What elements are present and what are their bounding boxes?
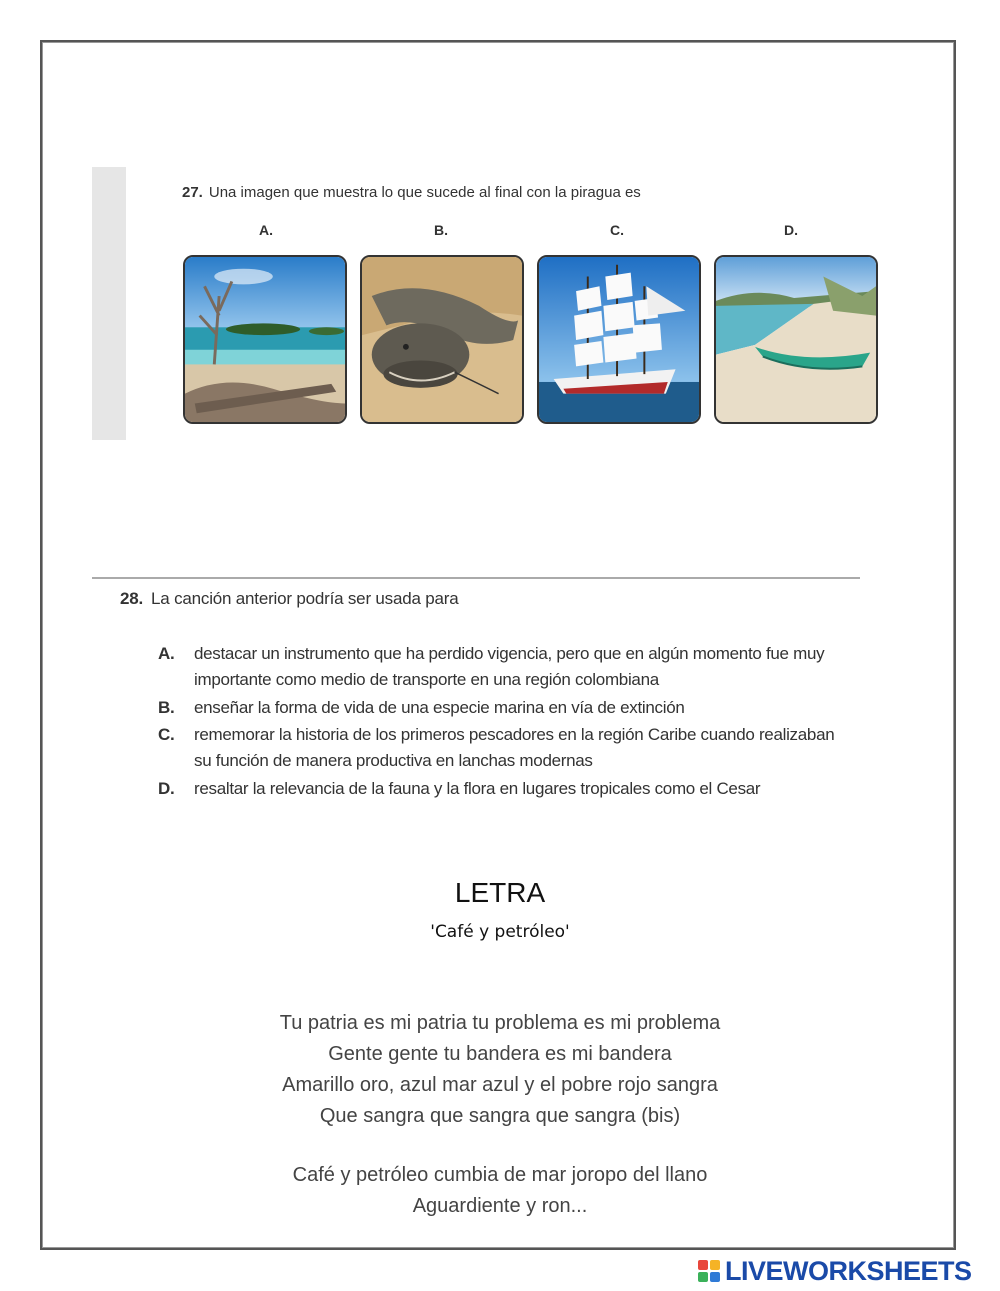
lyric-line: Tu patria es mi patria tu problema es mi problema <box>279 1012 721 1034</box>
answer-c-line1: rememorar la historia de los primeros pescadores en la región Caribe cuando realizaban <box>194 725 835 744</box>
question-27-number: 27. <box>182 184 203 201</box>
option-c-letter: C. <box>610 222 624 238</box>
lyric-line: Aguardiente y ron... <box>412 1195 588 1217</box>
option-d-canoe-on-beach-photo[interactable] <box>714 255 878 424</box>
question-27-prompt <box>182 184 641 201</box>
question-margin-strip <box>92 167 126 440</box>
option-a-beach-driftwood-photo[interactable] <box>183 255 347 424</box>
option-b-catfish-on-sand-photo[interactable] <box>360 255 524 424</box>
answer-a-line2: importante como medio de transporte en una región colombiana <box>194 670 659 689</box>
option-b-letter: B. <box>434 222 448 238</box>
section-divider <box>92 577 860 579</box>
answer-b-letter: B. <box>158 698 175 717</box>
lyric-line: Gente gente tu bandera es mi bandera <box>328 1043 672 1065</box>
lyric-line: Café y petróleo cumbia de mar joropo del llano <box>292 1164 708 1186</box>
brand-name: LIVEWORKSHEETS <box>725 1256 972 1286</box>
option-a-letter: A. <box>259 222 273 238</box>
lyric-line: Que sangra que sangra que sangra (bis) <box>319 1105 681 1127</box>
answer-a-letter: A. <box>158 644 175 663</box>
answer-d[interactable] <box>158 776 760 802</box>
answer-d-letter: D. <box>158 779 175 798</box>
question-28-number: 28. <box>120 589 144 608</box>
question-28-text: La canción anterior podría ser usada para <box>151 589 459 608</box>
brand-watermark <box>698 1256 998 1288</box>
answer-c[interactable] <box>158 722 835 770</box>
answer-d-line1: resaltar la relevancia de la fauna y la flora en lugares tropicales como el Cesar <box>194 779 761 798</box>
answer-a-line1: destacar un instrumento que ha perdido vigencia, pero que en algún momento fue muy <box>194 644 825 663</box>
question-27-text: Una imagen que muestra lo que sucede al final con la piragua es <box>208 184 641 201</box>
option-c-sailing-ship-photo[interactable] <box>537 255 701 424</box>
liveworksheets-logo-icon <box>698 1260 720 1282</box>
lyrics-heading: LETRA <box>454 877 546 908</box>
option-d-letter: D. <box>784 222 798 238</box>
question-28-prompt <box>120 589 459 609</box>
answer-b[interactable] <box>158 695 685 721</box>
song-title: 'Café y petróleo' <box>430 922 570 942</box>
answer-c-letter: C. <box>158 725 175 744</box>
answer-c-line2: su función de manera productiva en lanchas modernas <box>194 751 593 770</box>
answer-b-line1: enseñar la forma de vida de una especie marina en vía de extinción <box>194 698 685 717</box>
lyric-line: Amarillo oro, azul mar azul y el pobre rojo sangra <box>282 1074 718 1096</box>
answer-a[interactable] <box>158 641 825 689</box>
